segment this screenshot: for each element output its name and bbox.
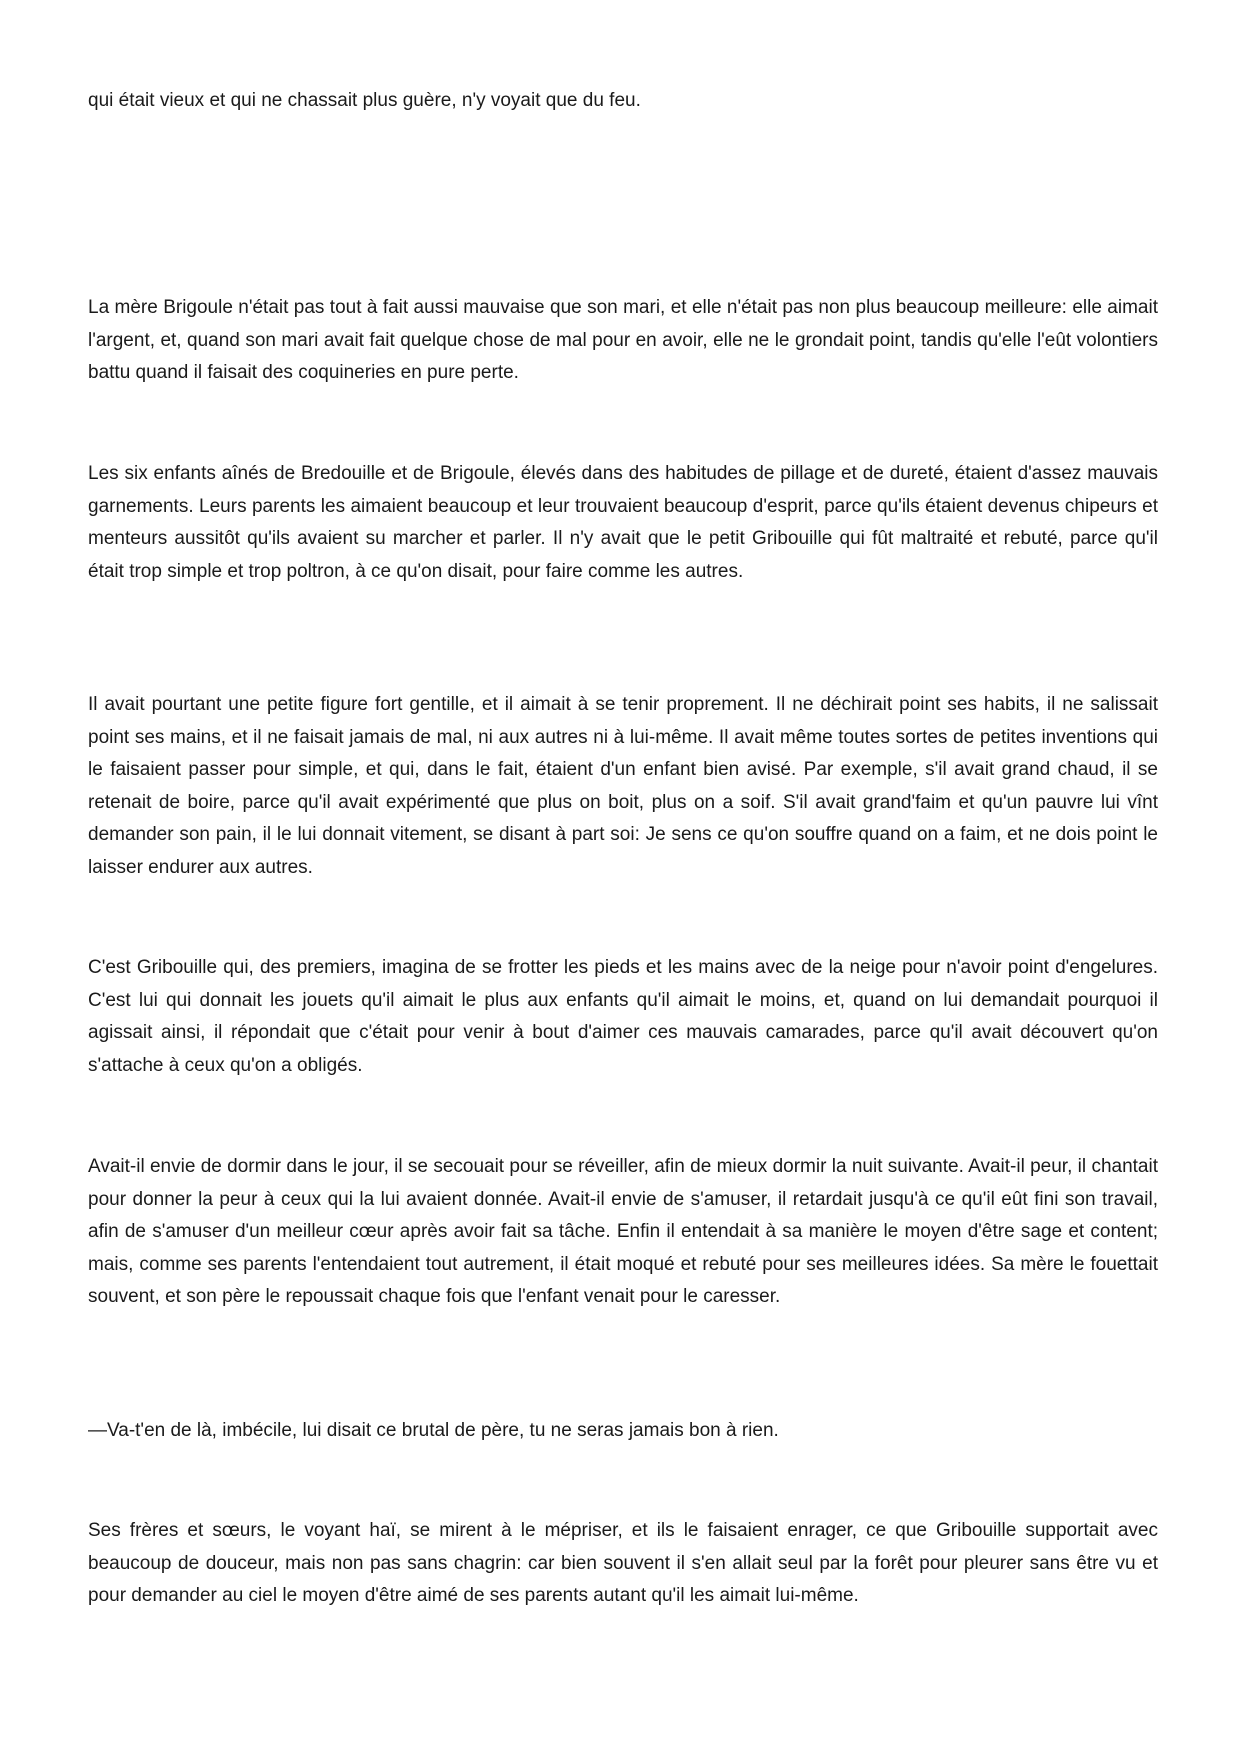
paragraph-5: C'est Gribouille qui, des premiers, imagina de se frotter les pieds et les mains avec de la neige pour n'avoir point d'engelures. C'est lui qui donnait les jouets qu'il aimait le plus aux enfants qu'il aimait le moins, et, quand on lui demandait pourquoi il agissait ainsi, il répondait que c'était pour venir à bout d'aimer ces mauvais camarades, parce qu'il avait découvert qu'on s'attache à ceux qu'on a obligés.	[88, 957, 1158, 1076]
paragraph-3: Les six enfants aînés de Bredouille et de Brigoule, élevés dans des habitudes de pillage et de dureté, étaient d'assez mauvais garnements. Leurs parents les aimaient beaucoup et leur trouvaient beaucoup d'esprit, parce qu'ils étaient devenus chipeurs et menteurs aussitôt qu'ils avaient su marcher et parler. Il n'y avait que le petit Gribouille qui fût maltraité et rebuté, parce qu'il était trop simple et trop poltron, à ce qu'on disait, pour faire comme les autres.	[88, 463, 1158, 582]
paragraph-2: La mère Brigoule n'était pas tout à fait aussi mauvaise que son mari, et elle n'était pas non plus beaucoup meilleure: elle aimait l'argent, et, quand son mari avait fait quelque chose de mal pour en avoir, elle ne le grondait point, tandis qu'elle l'eût volontiers battu quand il faisait des coquineries en pure perte.	[88, 297, 1158, 383]
paragraph-1: qui était vieux et qui ne chassait plus guère, n'y voyait que du feu.	[88, 90, 641, 111]
paragraph-8: Ses frères et sœurs, le voyant haï, se mirent à le mépriser, et ils le faisaient enrager, ce que Gribouille supportait avec beaucoup de douceur, mais non pas sans chagrin: car bien souvent il s'en allait seul par la forêt pour pleurer sans être vu et pour demander au ciel le moyen d'être aimé de ses parents autant qu'il les aimait lui-même.	[88, 1520, 1158, 1606]
paragraph-6: Avait-il envie de dormir dans le jour, il se secouait pour se réveiller, afin de mieux dormir la nuit suivante. Avait-il peur, il chantait pour donner la peur à ceux qui la lui avaient donnée. Avait-il envie de s'amuser, il retardait jusqu'à ce qu'il eût fini son travail, afin de s'amuser d'un meilleur cœur après avoir fait sa tâche. Enfin il entendait à sa manière le moyen d'être sage et content; mais, comme ses parents l'entendaient tout autrement, il était moqué et rebuté pour ses meilleures idées. Sa mère le fouettait souvent, et son père le repoussait chaque fois que l'enfant venait pour le caresser.	[88, 1156, 1158, 1307]
paragraph-4: Il avait pourtant une petite figure fort gentille, et il aimait à se tenir proprement. Il ne déchirait point ses habits, il ne salissait point ses mains, et il ne faisait jamais de mal, ni aux autres ni à lui-même. Il avait même toutes sortes de petites inventions qui le faisaient passer pour simple, et qui, dans le fait, étaient d'un enfant bien avisé. Par exemple, s'il avait grand chaud, il se retenait de boire, parce qu'il avait expérimenté que plus on boit, plus on a soif. S'il avait grand'faim et qu'un pauvre lui vînt demander son pain, il le lui donnait vitement, se disant à part soi: Je sens ce qu'on souffre quand on a faim, et ne dois point le laisser endurer aux autres.	[88, 694, 1158, 878]
paragraph-7: —Va-t'en de là, imbécile, lui disait ce brutal de père, tu ne seras jamais bon à rien.	[88, 1420, 779, 1441]
